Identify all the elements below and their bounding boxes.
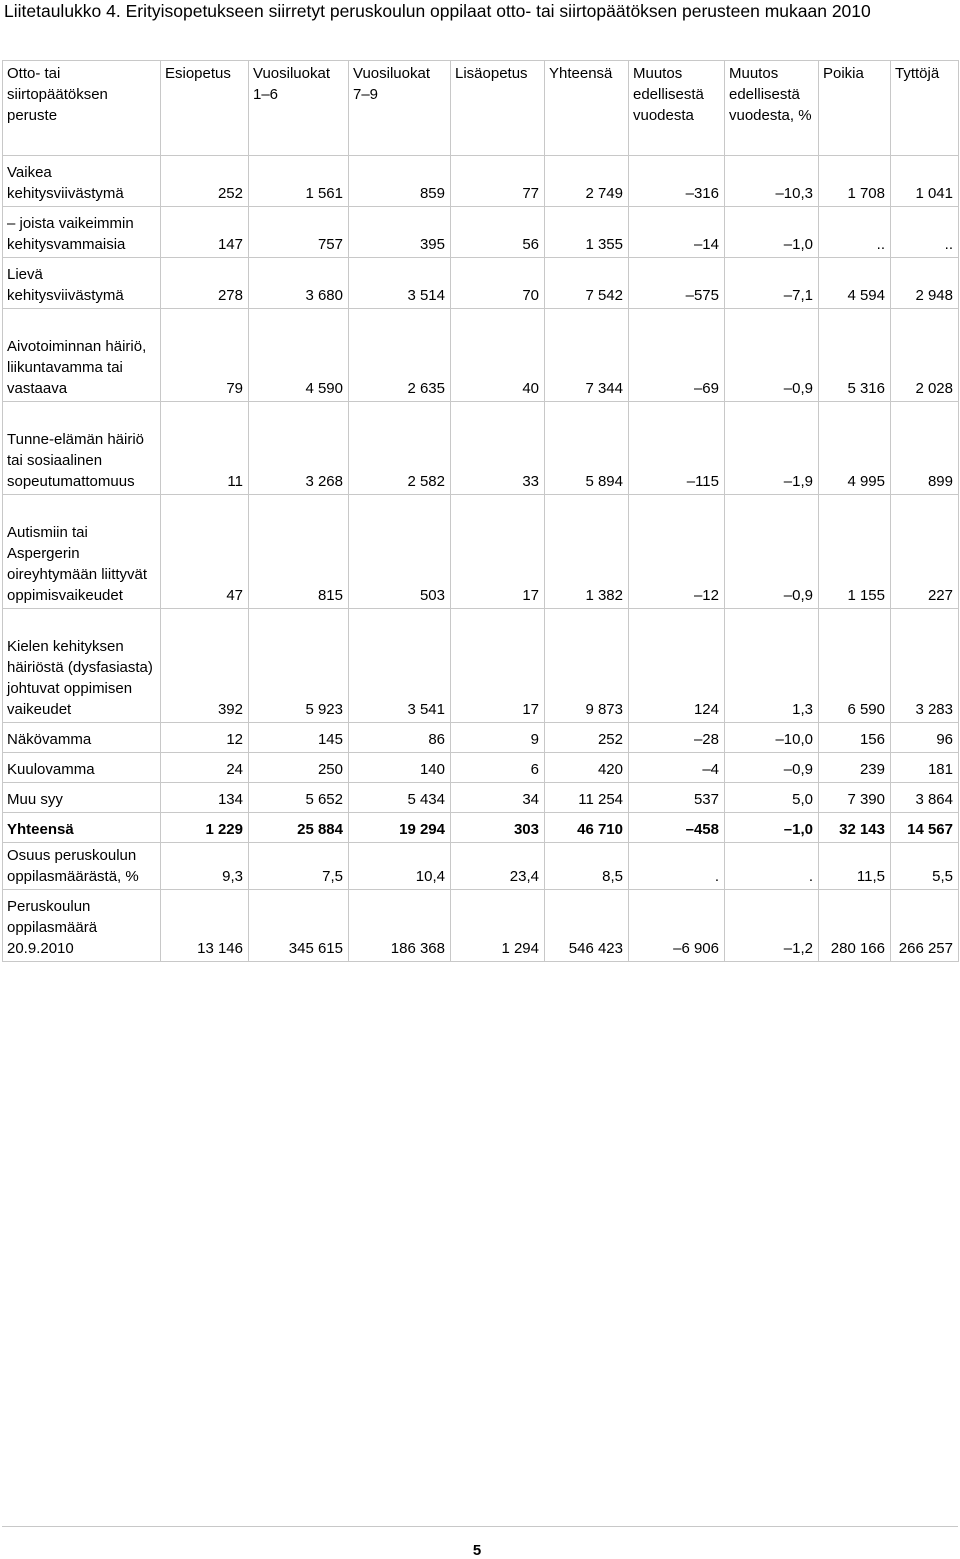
table-cell: 537 — [629, 783, 725, 813]
table-row — [3, 843, 959, 890]
table-cell: 5 316 — [819, 309, 891, 402]
table-cell: –575 — [629, 258, 725, 309]
row-label: Autismiin tai Aspergerin oireyhtymään liittyvät oppimisvaikeudet — [3, 495, 161, 609]
table-cell: 13 146 — [161, 890, 249, 962]
table-cell: 546 423 — [545, 890, 629, 962]
table-cell: 147 — [161, 207, 249, 258]
table-cell: 145 — [249, 723, 349, 753]
table-cell: 9,3 — [161, 843, 249, 890]
data-table — [2, 60, 959, 962]
table-cell: 392 — [161, 609, 249, 723]
table-cell: –14 — [629, 207, 725, 258]
table-cell: 7 390 — [819, 783, 891, 813]
table-cell: 1 229 — [161, 813, 249, 843]
table-cell: 19 294 — [349, 813, 451, 843]
table-cell: 5 652 — [249, 783, 349, 813]
table-cell: 859 — [349, 156, 451, 207]
table-cell: 12 — [161, 723, 249, 753]
table-row — [3, 207, 959, 258]
table-cell: 124 — [629, 609, 725, 723]
table-row — [3, 156, 959, 207]
table-row — [3, 402, 959, 495]
table-cell: –0,9 — [725, 309, 819, 402]
table-cell: 503 — [349, 495, 451, 609]
table-cell: 6 590 — [819, 609, 891, 723]
table-cell: 7 542 — [545, 258, 629, 309]
table-cell: –7,1 — [725, 258, 819, 309]
table-cell: –28 — [629, 723, 725, 753]
table-cell: 345 615 — [249, 890, 349, 962]
page-title: Liitetaulukko 4. Erityisopetukseen siirretyt peruskoulun oppilaat otto- tai siirtopäätöksen perusteen mukaan 2010 — [4, 1, 871, 21]
table-cell: –0,9 — [725, 495, 819, 609]
table-cell: . — [725, 843, 819, 890]
table-cell: 25 884 — [249, 813, 349, 843]
table-cell: .. — [819, 207, 891, 258]
row-label: Osuus peruskoulun oppilasmäärästä, % — [3, 843, 161, 890]
table-cell: 2 749 — [545, 156, 629, 207]
table-cell: –10,3 — [725, 156, 819, 207]
table-cell: 3 268 — [249, 402, 349, 495]
column-header: Vuosiluokat 1–6 — [249, 61, 349, 156]
table-row — [3, 309, 959, 402]
table-cell: 250 — [249, 753, 349, 783]
table-cell: 5 923 — [249, 609, 349, 723]
column-header: Muutos edellisestä vuodesta, % — [725, 61, 819, 156]
table-cell: 303 — [451, 813, 545, 843]
table-cell: 252 — [161, 156, 249, 207]
table-cell: –316 — [629, 156, 725, 207]
table-cell: 79 — [161, 309, 249, 402]
table-cell: –1,9 — [725, 402, 819, 495]
column-header: Poikia — [819, 61, 891, 156]
table-cell: 32 143 — [819, 813, 891, 843]
table-cell: –1,2 — [725, 890, 819, 962]
row-label: Muu syy — [3, 783, 161, 813]
table-cell: 40 — [451, 309, 545, 402]
table-cell: 86 — [349, 723, 451, 753]
table-cell: 70 — [451, 258, 545, 309]
table-cell: 6 — [451, 753, 545, 783]
table-cell: 1 382 — [545, 495, 629, 609]
table-cell: 1 561 — [249, 156, 349, 207]
row-label: Aivotoiminnan häiriö, liikuntavamma tai vastaava — [3, 309, 161, 402]
table-cell: 3 283 — [891, 609, 959, 723]
table-row — [3, 723, 959, 753]
table-cell: 278 — [161, 258, 249, 309]
row-label: Kuulovamma — [3, 753, 161, 783]
table-cell: 2 582 — [349, 402, 451, 495]
table-cell: 140 — [349, 753, 451, 783]
table-cell: 14 567 — [891, 813, 959, 843]
table-cell: 9 873 — [545, 609, 629, 723]
table-cell: 2 028 — [891, 309, 959, 402]
page-number: 5 — [472, 1542, 482, 1559]
row-label: – joista vaikeimmin kehitysvammaisia — [3, 207, 161, 258]
table-cell: –6 906 — [629, 890, 725, 962]
table-cell: 186 368 — [349, 890, 451, 962]
table-cell: 815 — [249, 495, 349, 609]
table-cell: 3 514 — [349, 258, 451, 309]
table-cell: 77 — [451, 156, 545, 207]
table-cell: 96 — [891, 723, 959, 753]
table-cell: 3 864 — [891, 783, 959, 813]
row-label: Yhteensä — [3, 813, 161, 843]
table-cell: 9 — [451, 723, 545, 753]
column-header: Vuosiluokat 7–9 — [349, 61, 451, 156]
table-cell: 1,3 — [725, 609, 819, 723]
row-label: Lievä kehitysviivästymä — [3, 258, 161, 309]
table-cell: 3 680 — [249, 258, 349, 309]
table-cell: 420 — [545, 753, 629, 783]
table-row — [3, 783, 959, 813]
table-cell: –4 — [629, 753, 725, 783]
table-cell: 156 — [819, 723, 891, 753]
table-cell: 280 166 — [819, 890, 891, 962]
table-cell: 1 355 — [545, 207, 629, 258]
table-row — [3, 495, 959, 609]
row-label: Kielen kehityksen häiriöstä (dysfasiasta) johtuvat oppimisen vaikeudet — [3, 609, 161, 723]
table-row — [3, 258, 959, 309]
table-cell: 1 708 — [819, 156, 891, 207]
table-cell: 5,0 — [725, 783, 819, 813]
table-row — [3, 753, 959, 783]
table-cell: –115 — [629, 402, 725, 495]
table-cell: 899 — [891, 402, 959, 495]
table-cell: 11 254 — [545, 783, 629, 813]
table-row — [3, 609, 959, 723]
table-cell: 11,5 — [819, 843, 891, 890]
row-label: Näkövamma — [3, 723, 161, 753]
table-cell: 5,5 — [891, 843, 959, 890]
row-label: Tunne-elämän häiriö tai sosiaalinen sopeutumattomuus — [3, 402, 161, 495]
table-cell: –0,9 — [725, 753, 819, 783]
table-cell: 1 041 — [891, 156, 959, 207]
column-header: Muutos edellisestä vuodesta — [629, 61, 725, 156]
table-cell: –10,0 — [725, 723, 819, 753]
table-cell: 5 434 — [349, 783, 451, 813]
column-header: Esiopetus — [161, 61, 249, 156]
row-label: Peruskoulun oppilasmäärä 20.9.2010 — [3, 890, 161, 962]
table-cell: 11 — [161, 402, 249, 495]
table-cell: 17 — [451, 495, 545, 609]
table-cell: 757 — [249, 207, 349, 258]
table-cell: 17 — [451, 609, 545, 723]
table-cell: 46 710 — [545, 813, 629, 843]
table-cell: 239 — [819, 753, 891, 783]
table-cell: 2 635 — [349, 309, 451, 402]
table-cell: 395 — [349, 207, 451, 258]
table-cell: –69 — [629, 309, 725, 402]
table-cell: 33 — [451, 402, 545, 495]
column-header: Lisäopetus — [451, 61, 545, 156]
column-header-label: Otto- tai siirtopäätöksen peruste — [3, 61, 161, 156]
table-cell: –12 — [629, 495, 725, 609]
table-body — [3, 156, 959, 962]
table-cell: 181 — [891, 753, 959, 783]
table-cell: 24 — [161, 753, 249, 783]
table-cell: 1 155 — [819, 495, 891, 609]
table-cell: 134 — [161, 783, 249, 813]
table-cell: . — [629, 843, 725, 890]
table-cell: 23,4 — [451, 843, 545, 890]
table-cell: –1,0 — [725, 813, 819, 843]
table-cell: 3 541 — [349, 609, 451, 723]
table-cell: 10,4 — [349, 843, 451, 890]
table-cell: 266 257 — [891, 890, 959, 962]
table-cell: 227 — [891, 495, 959, 609]
footer-divider — [2, 1526, 958, 1527]
table-cell: 2 948 — [891, 258, 959, 309]
row-label: Vaikea kehitysviivästymä — [3, 156, 161, 207]
table-cell: .. — [891, 207, 959, 258]
table-cell: 8,5 — [545, 843, 629, 890]
table-cell: 4 995 — [819, 402, 891, 495]
table-row — [3, 813, 959, 843]
table-cell: 47 — [161, 495, 249, 609]
table-cell: 4 594 — [819, 258, 891, 309]
table-cell: 4 590 — [249, 309, 349, 402]
table-header — [3, 61, 959, 156]
table-cell: 5 894 — [545, 402, 629, 495]
table-cell: 1 294 — [451, 890, 545, 962]
table-cell: 7,5 — [249, 843, 349, 890]
table-cell: 7 344 — [545, 309, 629, 402]
table-cell: 56 — [451, 207, 545, 258]
table-cell: 252 — [545, 723, 629, 753]
table-cell: –458 — [629, 813, 725, 843]
table-cell: –1,0 — [725, 207, 819, 258]
column-header: Tyttöjä — [891, 61, 959, 156]
column-header: Yhteensä — [545, 61, 629, 156]
table-cell: 34 — [451, 783, 545, 813]
table-row — [3, 890, 959, 962]
